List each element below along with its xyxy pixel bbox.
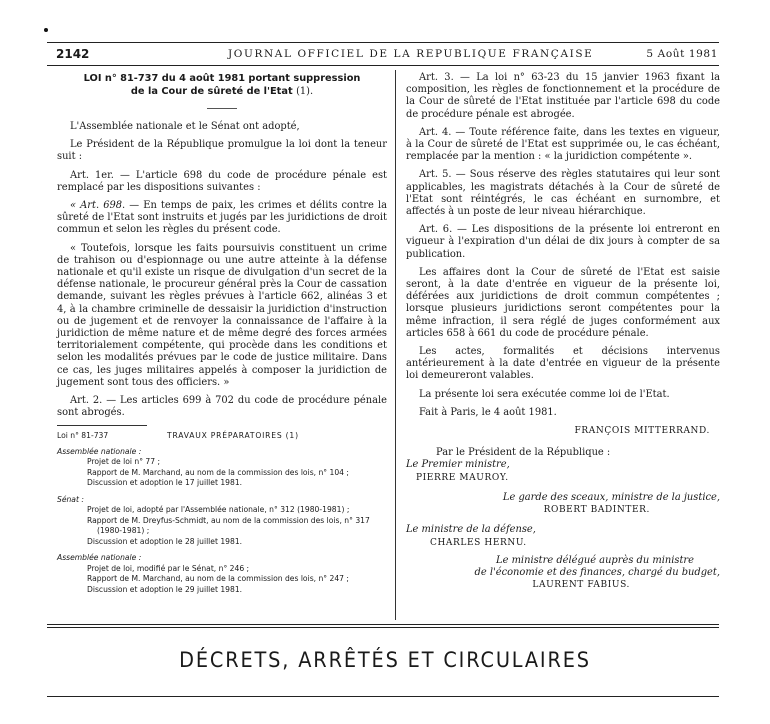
scan-speck [44, 28, 48, 32]
travaux-group-name: Assemblée nationale : [57, 446, 142, 456]
travaux-loi-number: Loi n° 81-737 [57, 431, 109, 441]
journal-title: JOURNAL OFFICIEL DE LA REPUBLIQUE FRANÇAISE [228, 48, 594, 60]
signatory-role: Le ministre de la défense, [406, 524, 536, 536]
travaux-group [57, 495, 387, 548]
article-698-label: « Art. 698. [70, 200, 126, 212]
travaux-group [57, 447, 387, 489]
travaux-group-name: Sénat : [57, 494, 84, 504]
article-3: Art. 3. — La loi n° 63-23 du 15 janvier 1963 fixant la composition, les règles de fonctionnement et la procédure de la Cour de sûreté de l'Etat instituée par l'article 698 du code de procédure pénale est abrogée. [406, 72, 720, 120]
actes-paragraph: Les actes, formalités et décisions intervenus antérieurement à la date d'entrée en vigueur de la présente loi demeureront valables. [406, 346, 720, 382]
footnote-separator [57, 425, 147, 426]
travaux-title: TRAVAUX PRÉPARATOIRES (1) [167, 431, 299, 441]
signatory-budget [406, 555, 720, 592]
travaux-item: Projet de loi, modifié par le Sénat, n° 246 ; [87, 563, 250, 573]
place-date: Fait à Paris, le 4 août 1981. [419, 406, 557, 418]
closing-block [406, 389, 720, 419]
top-rule [47, 42, 719, 43]
header-rule [47, 65, 719, 66]
law-title-line2: de la Cour de sûreté de l'Etat [130, 86, 293, 97]
article-6: Art. 6. — Les dispositions de la présente loi entreront en vigueur à l'expiration d'un délai de dix jours à compter de sa publication. [406, 224, 720, 260]
signatory-name: PIERRE MAUROY. [416, 472, 509, 483]
section-heading: DÉCRETS, ARRÊTÉS ET CIRCULAIRES [179, 648, 591, 672]
article-4: Art. 4. — Toute référence faite, dans les textes en vigueur, à la Cour de sûreté de l'Etat est supprimée ou, le cas échéant, remplacée par la mention : « la juridiction compétente ». [406, 126, 720, 163]
article-5: Art. 5. — Sous réserve des règles statutaires qui leur sont applicables, les magistrats détachés à la Cour de sûreté de l'Etat sont réintégrés, le cas échéant en surnombre, et affectés à un poste de leur niveau hiérarchique. [406, 169, 720, 218]
article-2: Art. 2. — Les articles 699 à 702 du code de procédure pénale sont abrogés. [57, 395, 387, 419]
page-number: 2142 [56, 47, 90, 61]
issue-date: 5 Août 1981 [646, 48, 718, 60]
toutefois-paragraph: « Toutefois, lorsque les faits poursuivis constituent un crime de trahison ou d'espionnage ou une autre atteinte à la défense nationale et qu'il existe un risque de divulgation d'un secret de la défense nationale, le procureur général près la Cour de cassation demande, suivant les règles prévues à l'article 662, alinéas 3 et 4, à la chambre criminelle de dessaisir la juridiction d'instruction ou de jugement et de renvoyer la connaissance de l'affaire à la juridiction de même nature et de même degré des forces armées territorialement compétente, qui procède dans les conditions et selon les modalités prévues par le code de justice militaire. Dans ce cas, les juges militaires appelés à composer la juridiction de jugement sont tous des officiers. » [57, 242, 387, 388]
travaux-item: Rapport de M. Marchand, au nom de la commission des lois, n° 104 ; [87, 467, 349, 477]
right-column [406, 72, 720, 591]
signatory-role: Le Premier ministre, [406, 459, 510, 471]
travaux-group-name: Assemblée nationale : [57, 553, 142, 563]
title-separator [207, 108, 237, 109]
travaux-item: Discussion et adoption le 29 juillet 1981. [87, 584, 243, 594]
president-signature: FRANÇOIS MITTERRAND. [574, 426, 710, 437]
signatory-name: LAURENT FABIUS. [532, 580, 630, 591]
travaux-item: Projet de loi n° 77 ; [87, 457, 161, 467]
travaux-item: Discussion et adoption le 28 juillet 1981. [87, 536, 243, 546]
law-title-line1: LOI n° 81-737 du 4 août 1981 portant suppression [83, 73, 361, 84]
signatory-defense [406, 524, 720, 548]
par-le-president: Par le Président de la République : [436, 447, 611, 459]
signatory-role-line2: de l'économie et des finances, chargé du budget, [474, 566, 720, 578]
footnote-ref: (1). [296, 86, 314, 97]
section-double-rule [47, 624, 719, 628]
article-698-text: — En temps de paix, les crimes et délits contre la sûreté de l'Etat sont instruits et jugés par les juridictions de droit commun et selon les règles du présent code. [57, 200, 387, 236]
law-title [57, 72, 387, 98]
intro-paragraph: L'Assemblée nationale et le Sénat ont adopté, [70, 121, 300, 132]
left-column [57, 72, 387, 601]
travaux-item: Rapport de M. Dreyfus-Schmidt, au nom de la commission des lois, n° 317 [87, 515, 370, 525]
signatory-name: CHARLES HERNU. [430, 537, 527, 548]
signatory-justice [406, 492, 720, 516]
signatory-name: ROBERT BADINTER. [543, 505, 650, 516]
page-header [56, 47, 718, 63]
promulgation-paragraph: Le Président de la République promulgue la loi dont la teneur suit : [57, 139, 387, 163]
section-rule [47, 696, 719, 697]
signatory-premier-ministre [406, 459, 720, 483]
article-1: Art. 1er. — L'article 698 du code de procédure pénale est remplacé par les dispositions suivantes : [57, 169, 387, 193]
travaux-item: Discussion et adoption le 17 juillet 1981. [87, 478, 243, 488]
column-divider [395, 70, 396, 620]
travaux-header [57, 431, 387, 442]
affaires-paragraph: Les affaires dont la Cour de sûreté de l'Etat est saisie seront, à la date d'entrée en vigueur de la présente loi, déférées aux juridictions de droit commun compétentes ; lorsque plusieurs juridictions seront compétentes pour la même infraction, il sera réglé de juges conformément aux articles 658 à 661 du code de procédure pénale. [406, 266, 720, 339]
travaux-item: Rapport de M. Marchand, au nom de la commission des lois, n° 247 ; [87, 574, 349, 584]
signatory-role: Le garde des sceaux, ministre de la justice, [502, 491, 720, 503]
travaux-item: (1980-1981) ; [97, 526, 150, 536]
execution-clause: La présente loi sera exécutée comme loi de l'Etat. [419, 388, 670, 400]
travaux-group [57, 553, 387, 595]
travaux-item: Projet de loi, adopté par l'Assemblée nationale, n° 312 (1980-1981) ; [87, 505, 350, 515]
signatory-role-line1: Le ministre délégué auprès du ministre [496, 554, 694, 566]
travaux-preparatoires [57, 425, 387, 595]
article-698 [57, 200, 387, 237]
